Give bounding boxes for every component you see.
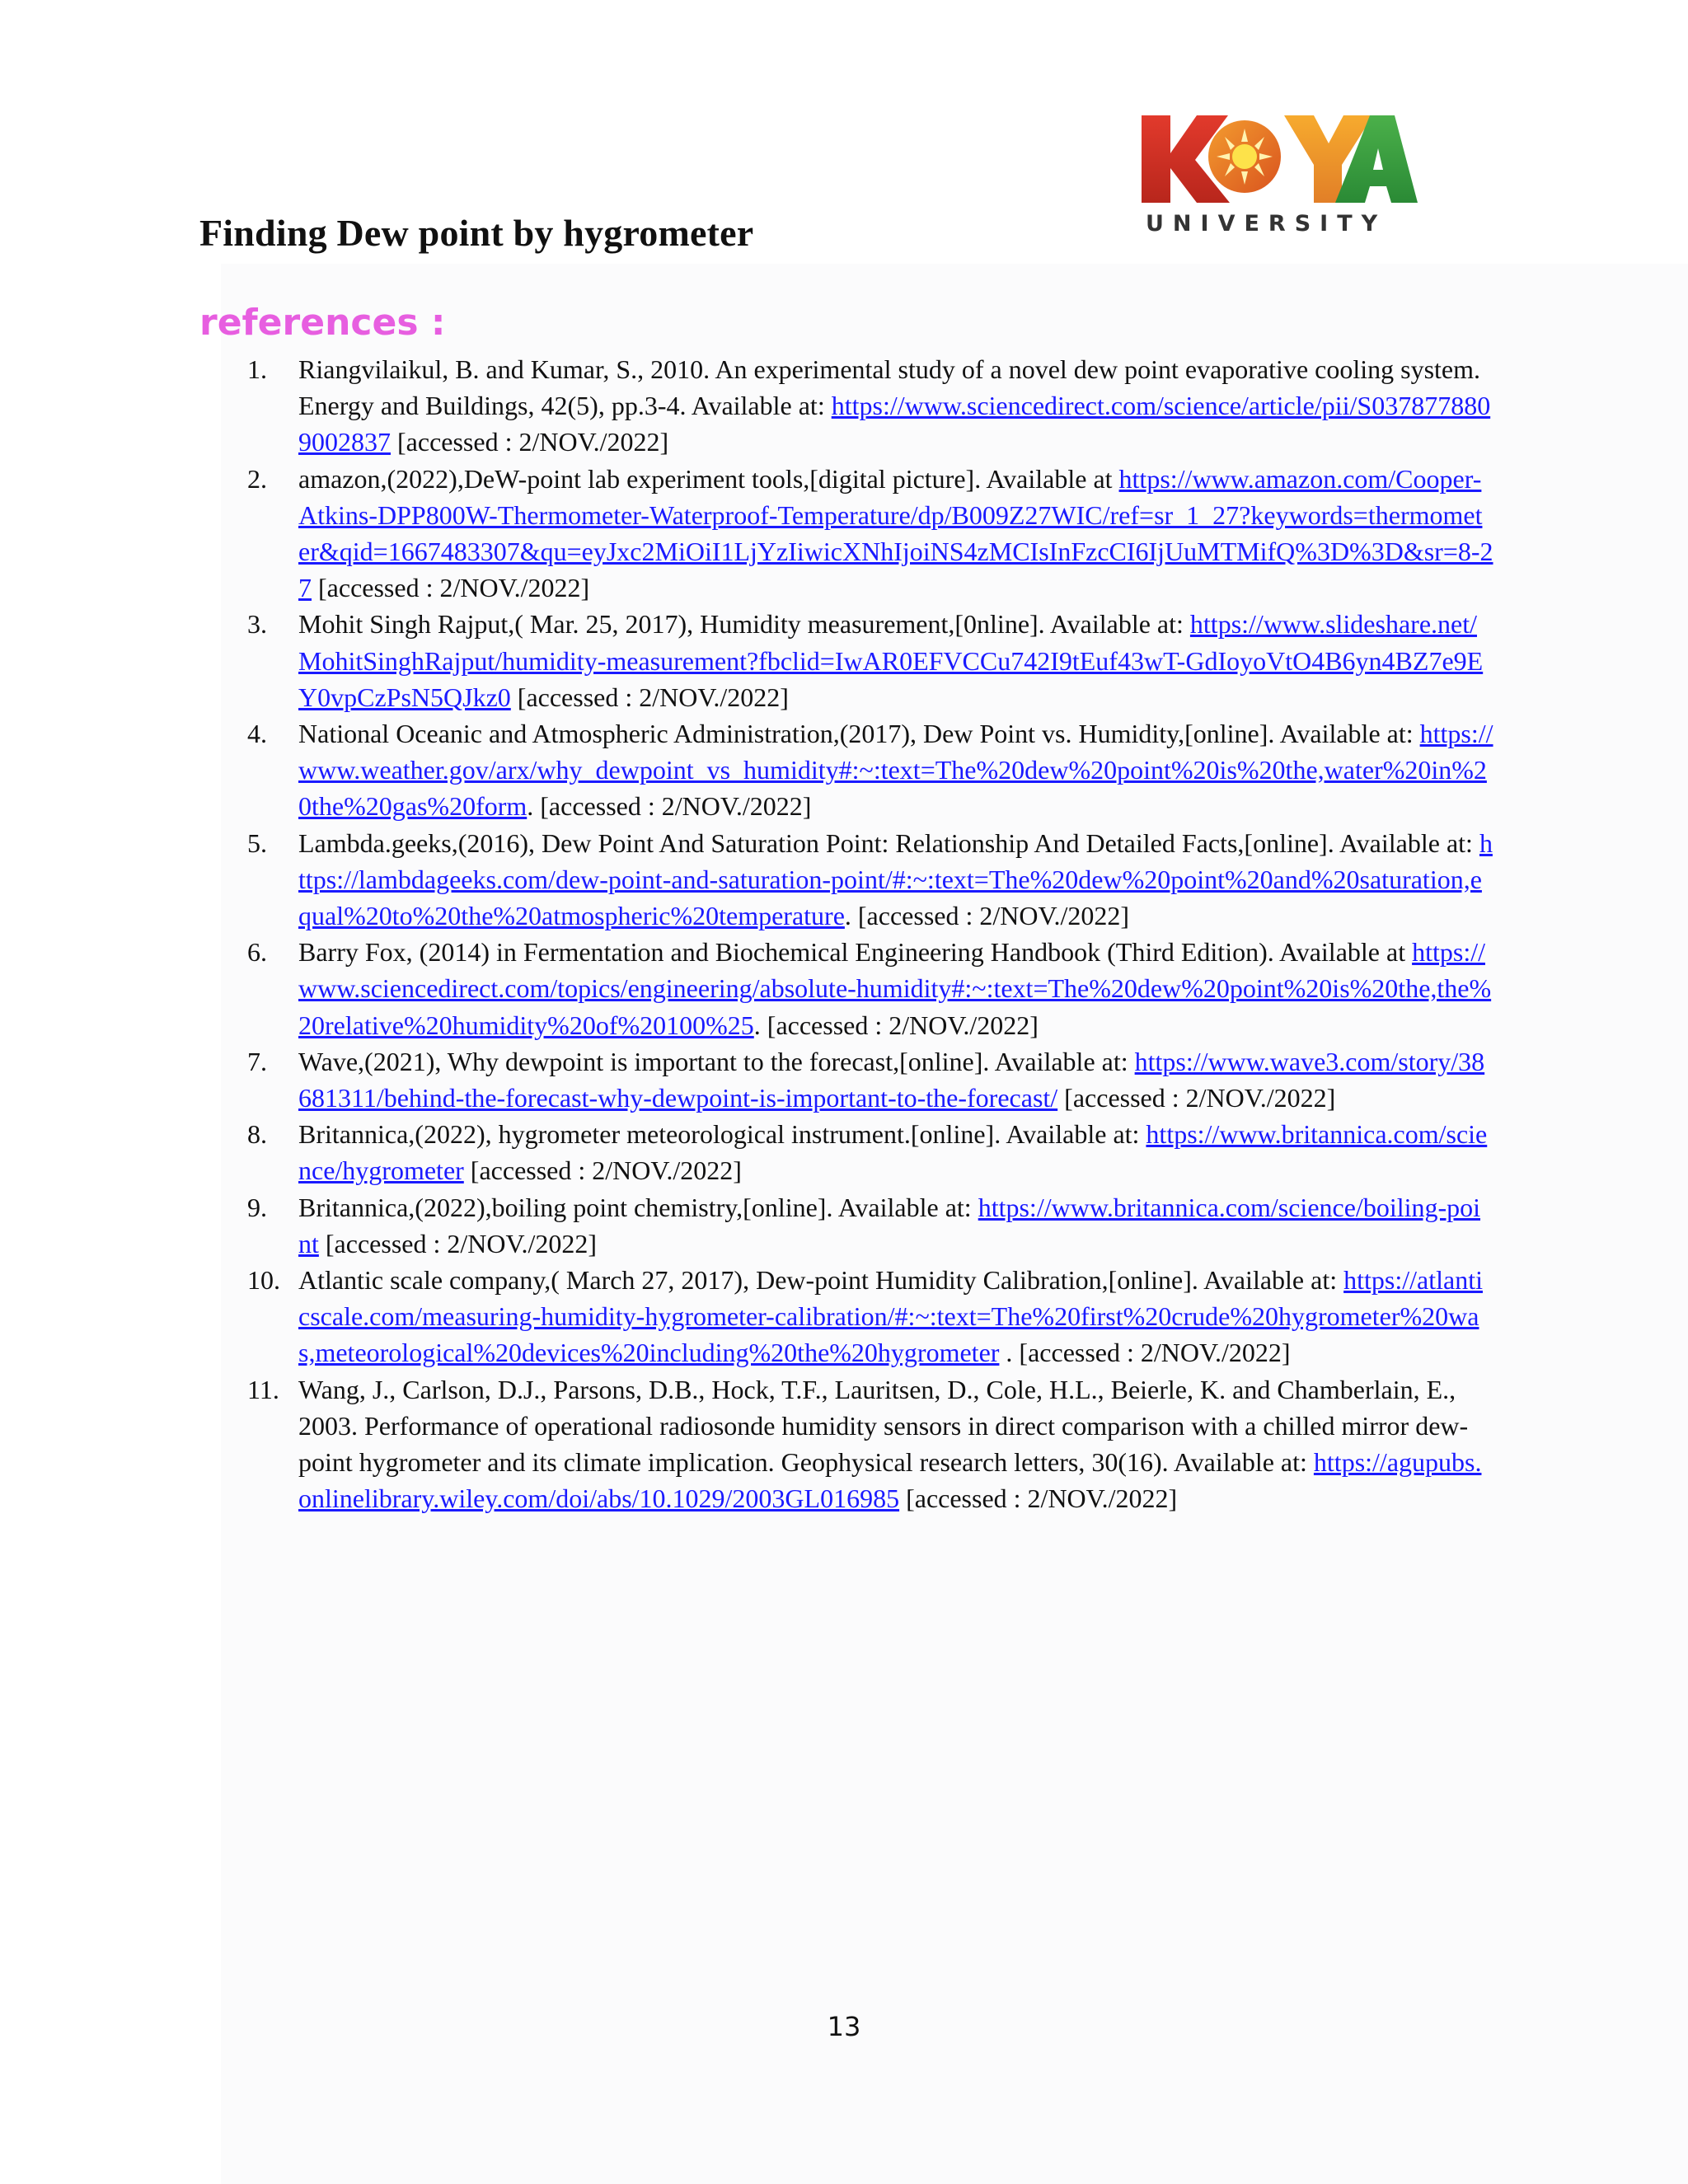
reference-citation: Atlantic scale company,( March 27, 2017), Dew-point Humidity Calibration,[online]. Available at: bbox=[298, 1265, 1344, 1296]
reference-item bbox=[247, 1116, 1493, 1188]
reference-accessed-date: [accessed : 2/NOV./2022] bbox=[899, 1483, 1178, 1514]
reference-link[interactable]: https://www.britannica.com/science/hygrometer bbox=[298, 1119, 1488, 1186]
reference-citation: Britannica,(2022),boiling point chemistry,[online]. Available at: bbox=[298, 1192, 978, 1222]
reference-number: 8. bbox=[247, 1119, 267, 1150]
reference-number: 11. bbox=[247, 1374, 279, 1404]
koya-university-logo bbox=[1137, 105, 1418, 237]
reference-accessed-date: [accessed : 2/NOV./2022] bbox=[463, 1155, 742, 1186]
reference-citation: National Oceanic and Atmospheric Administration,(2017), Dew Point vs. Humidity,[online]. Available at: bbox=[298, 719, 1420, 749]
reference-item bbox=[247, 1189, 1493, 1262]
references-heading: references : bbox=[199, 302, 446, 344]
reference-accessed-date: . [accessed : 2/NOV./2022] bbox=[753, 1010, 1039, 1040]
reference-citation: Wave,(2021), Why dewpoint is important to the forecast,[online]. Available at: bbox=[298, 1046, 1135, 1076]
reference-item bbox=[247, 1043, 1493, 1116]
reference-accessed-date: [accessed : 2/NOV./2022] bbox=[312, 573, 590, 603]
page-number: 13 bbox=[827, 2011, 861, 2042]
logo-wordmark: UNIVERSITY bbox=[1146, 211, 1387, 237]
reference-item bbox=[247, 715, 1493, 825]
reference-number: 6. bbox=[247, 937, 267, 968]
reference-number: 7. bbox=[247, 1046, 267, 1076]
reference-number: 10. bbox=[247, 1265, 280, 1296]
reference-link[interactable]: https://www.wave3.com/story/38681311/behind-the-forecast-why-dewpoint-is-important-to-the-forecast/ bbox=[298, 1046, 1485, 1113]
reference-item bbox=[247, 606, 1493, 715]
reference-number: 3. bbox=[247, 609, 267, 640]
reference-link[interactable]: https://www.britannica.com/science/boiling-point bbox=[298, 1192, 1481, 1258]
references-list bbox=[247, 351, 1493, 1517]
reference-link[interactable]: https://www.sciencedirect.com/topics/engineering/absolute-humidity#:~:text=The%20dew%20point%20is%20the,the%20relative%20humidity%20of%20100%25 bbox=[298, 937, 1492, 1040]
logo-graphic bbox=[1137, 105, 1418, 237]
reference-accessed-date: [accessed : 2/NOV./2022] bbox=[510, 682, 789, 712]
reference-item bbox=[247, 461, 1493, 607]
reference-citation: Britannica,(2022), hygrometer meteorological instrument.[online]. Available at: bbox=[298, 1119, 1146, 1150]
reference-item bbox=[247, 934, 1493, 1043]
reference-item bbox=[247, 351, 1493, 461]
reference-number: 9. bbox=[247, 1192, 267, 1222]
reference-link[interactable]: https://atlanticscale.com/measuring-humidity-hygrometer-calibration/#:~:text=The%20first%20crude%20hygrometer%20was,meteorological%20devices%20including%20the%20hygrometer bbox=[298, 1265, 1483, 1368]
reference-accessed-date: [accessed : 2/NOV./2022] bbox=[318, 1228, 597, 1258]
reference-link[interactable]: https://www.sciencedirect.com/science/article/pii/S0378778809002837 bbox=[298, 391, 1491, 457]
reference-accessed-date: . [accessed : 2/NOV./2022] bbox=[527, 791, 812, 822]
reference-accessed-date: [accessed : 2/NOV./2022] bbox=[1057, 1083, 1336, 1113]
reference-citation: amazon,(2022),DeW-point lab experiment tools,[digital picture]. Available at bbox=[298, 463, 1119, 494]
reference-accessed-date: [accessed : 2/NOV./2022] bbox=[391, 427, 669, 457]
reference-link[interactable]: https://www.slideshare.net/MohitSinghRajput/humidity-measurement?fbclid=IwAR0EFVCCu742I9tEuf43wT-GdIoyoVtO4B6yn4BZ7e9EY0vpCzPsN5QJkz0 bbox=[298, 609, 1484, 712]
reference-citation: Riangvilaikul, B. and Kumar, S., 2010. An experimental study of a novel dew point evaporative cooling system. Energy and Buildings, 42(5), pp.3-4. Available at: bbox=[298, 354, 1481, 421]
reference-citation: Barry Fox, (2014) in Fermentation and Biochemical Engineering Handbook (Third Edition). Available at bbox=[298, 937, 1413, 968]
reference-accessed-date: . [accessed : 2/NOV./2022] bbox=[999, 1338, 1291, 1368]
reference-number: 5. bbox=[247, 827, 267, 858]
reference-number: 1. bbox=[247, 354, 267, 384]
reference-citation: Wang, J., Carlson, D.J., Parsons, D.B., Hock, T.F., Lauritsen, D., Cole, H.L., Beierle, K. and Chamberlain, E., 2003. Performance of operational radiosonde humidity sensors in direct comparison with a chilled mirror dew-point hygrometer and its climate implication. Geophysical research letters, 30(16). Available at: bbox=[298, 1374, 1469, 1478]
reference-citation: Mohit Singh Rajput,( Mar. 25, 2017), Humidity measurement,[0nline]. Available at: bbox=[298, 609, 1190, 640]
page-title: Finding Dew point by hygrometer bbox=[199, 212, 754, 254]
reference-link[interactable]: https://www.amazon.com/Cooper-Atkins-DPP800W-Thermometer-Waterproof-Temperature/dp/B009Z27WIC/ref=sr_1_27?keywords=thermometer&qid=1667483307&qu=eyJxc2MiOiI1LjYzIiwicXNhIjoiNS4zMCIsInFzcCI6IjUuMTMifQ%3D%3D&sr=8-27 bbox=[298, 463, 1493, 603]
reference-link[interactable]: https://lambdageeks.com/dew-point-and-saturation-point/#:~:text=The%20dew%20point%20and%20saturation,equal%20to%20the%20atmospheric%20temperature bbox=[298, 827, 1493, 931]
reference-link[interactable]: https://www.weather.gov/arx/why_dewpoint_vs_humidity#:~:text=The%20dew%20point%20is%20the,water%20in%20the%20gas%20form bbox=[298, 719, 1493, 822]
reference-number: 2. bbox=[247, 463, 267, 494]
reference-item bbox=[247, 1371, 1493, 1517]
reference-link[interactable]: https://agupubs.onlinelibrary.wiley.com/doi/abs/10.1029/2003GL016985 bbox=[298, 1447, 1482, 1514]
reference-accessed-date: . [accessed : 2/NOV./2022] bbox=[844, 901, 1129, 931]
reference-item bbox=[247, 825, 1493, 935]
reference-number: 4. bbox=[247, 719, 267, 749]
reference-item bbox=[247, 1262, 1493, 1371]
reference-citation: Lambda.geeks,(2016), Dew Point And Saturation Point: Relationship And Detailed Facts,[online]. Available at: bbox=[298, 827, 1479, 858]
